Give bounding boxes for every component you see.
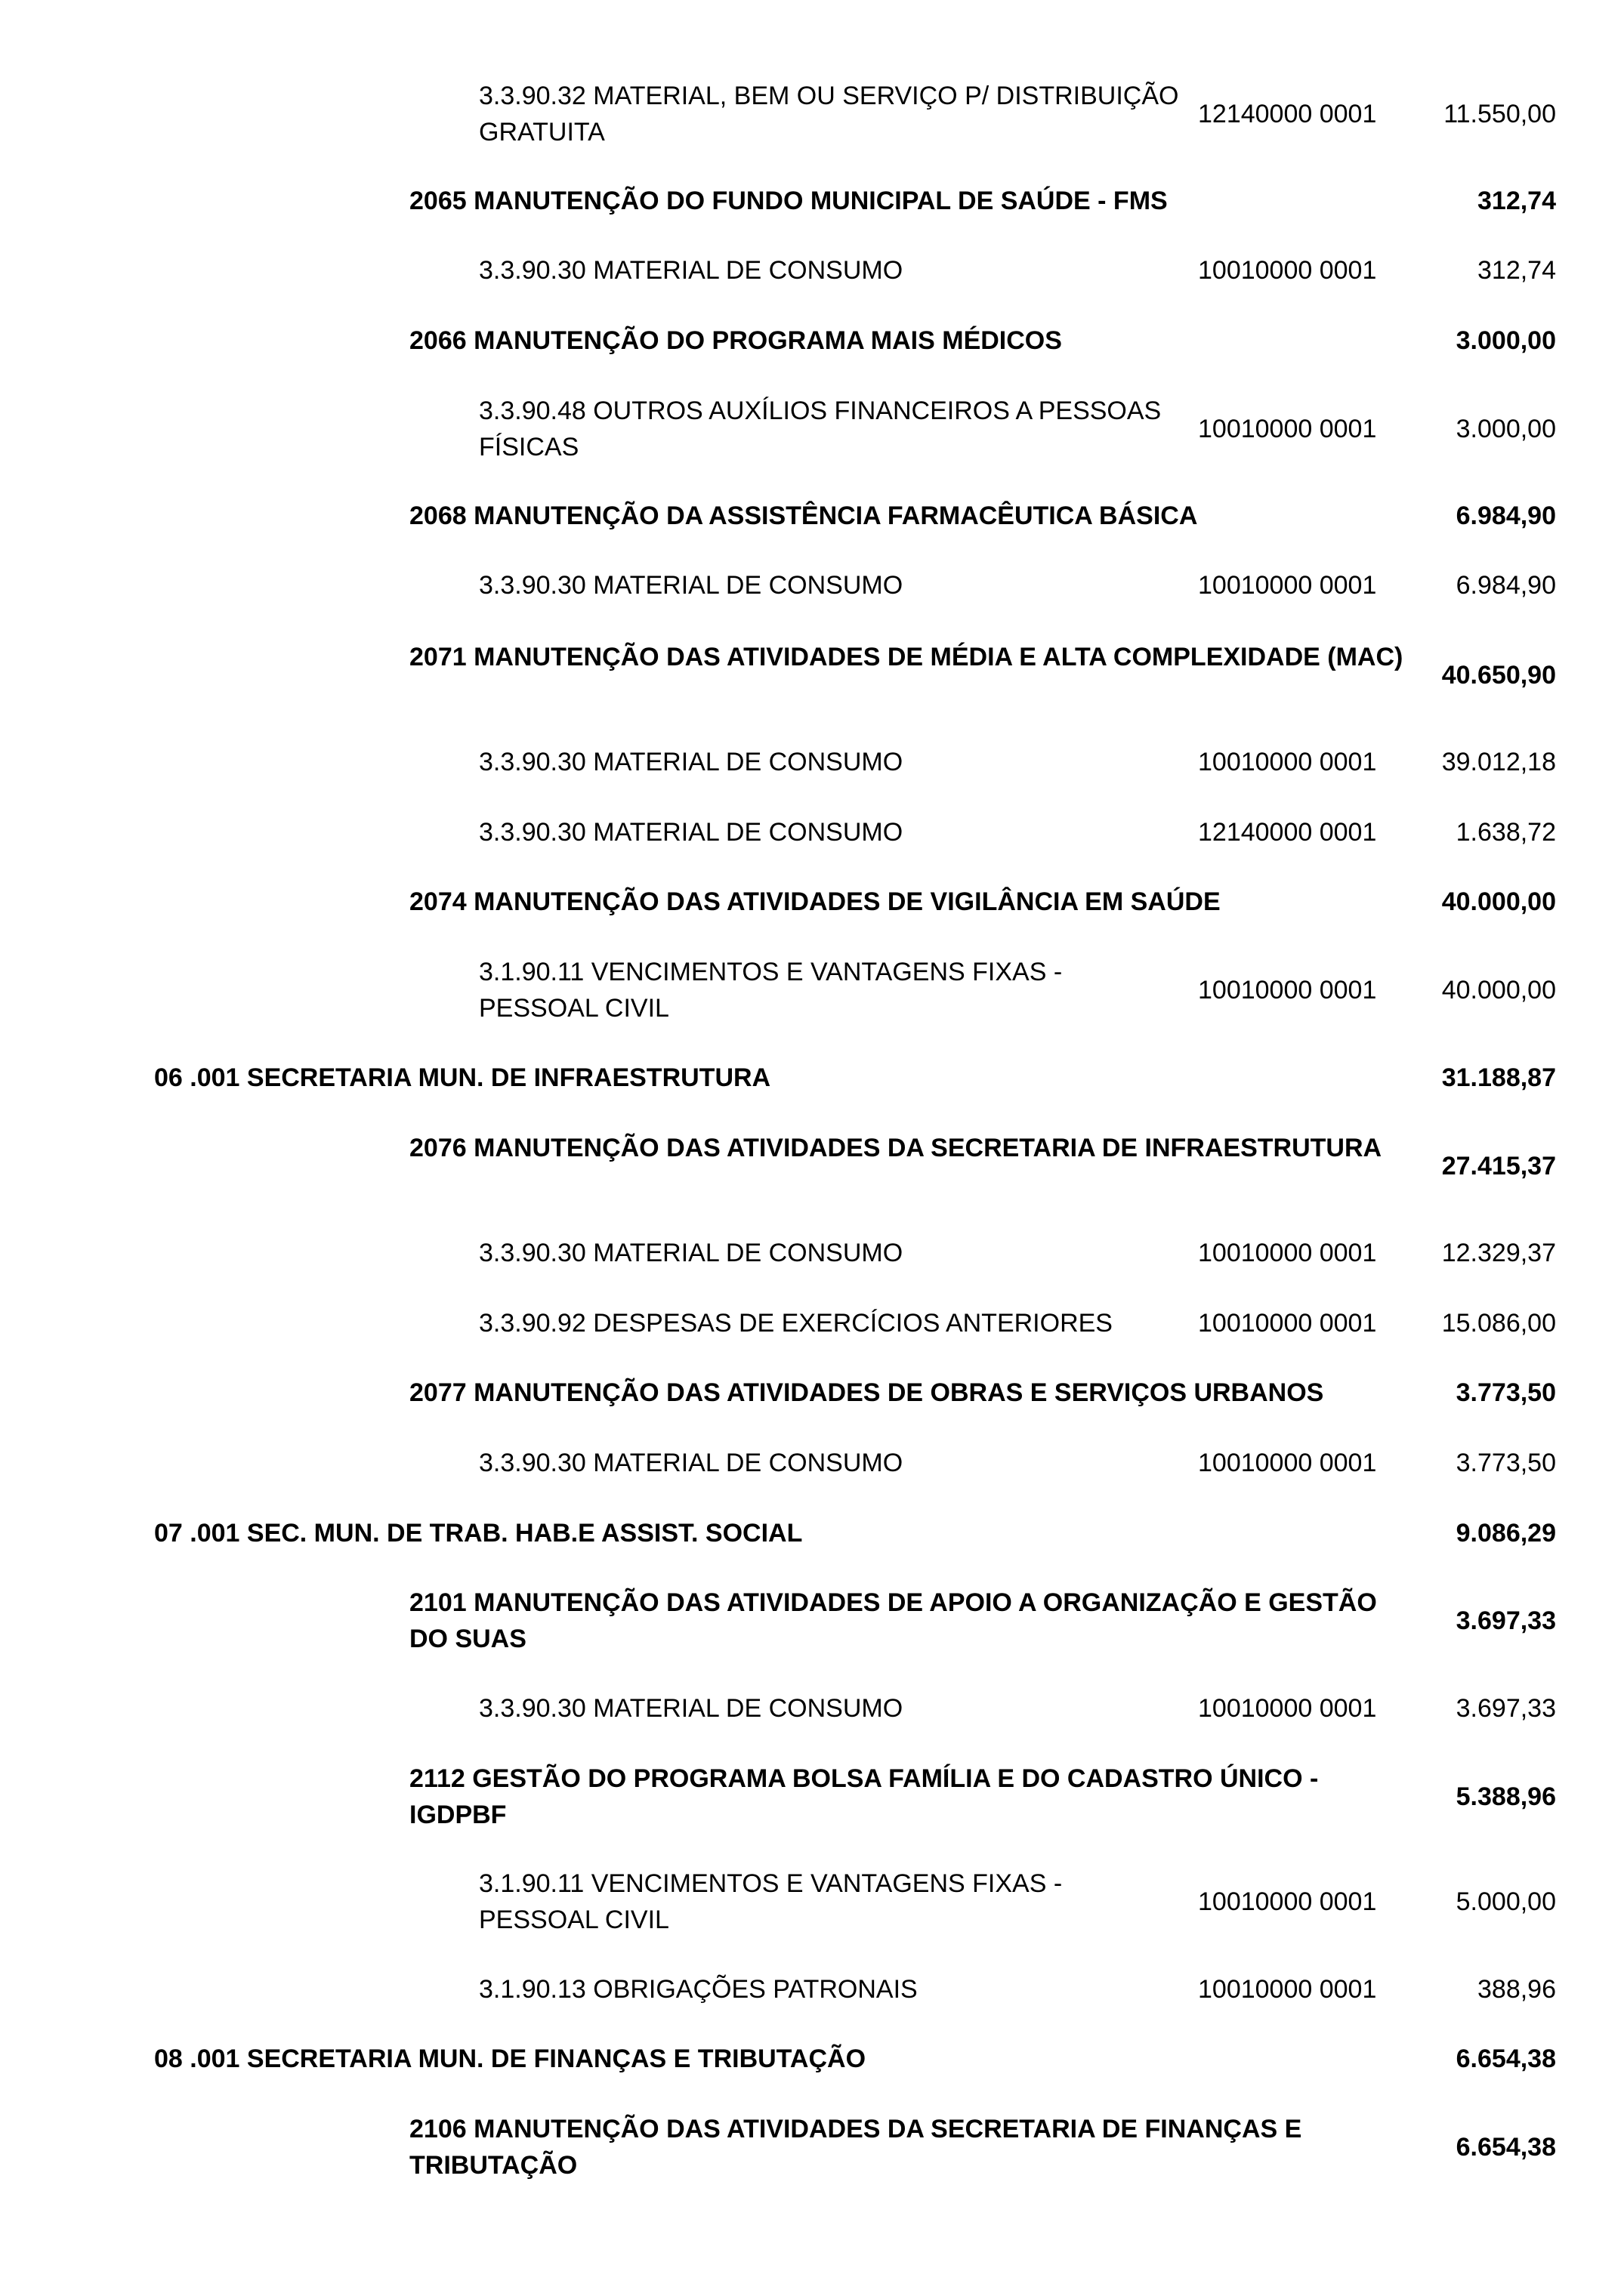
row-description: 3.3.90.32 MATERIAL, BEM OU SERVIÇO P/ DISTRIBUIÇÃO GRATUITA	[479, 82, 1179, 147]
row-description: 2068 MANUTENÇÃO DA ASSISTÊNCIA FARMACÊUTICA BÁSICA	[409, 501, 1198, 530]
row-source-code: 10010000 0001	[1198, 1975, 1377, 2004]
row-value: 40.000,00	[1441, 887, 1556, 916]
department-description: 07 .001 SEC. MUN. DE TRAB. HAB.E ASSIST. SOCIAL	[154, 1519, 803, 1548]
row-source-code: 10010000 0001	[1198, 1239, 1377, 1267]
row-value: 3.000,00	[1456, 415, 1556, 443]
row-source-code: 10010000 0001	[1198, 1694, 1377, 1723]
row-value: 27.415,37	[1441, 1152, 1556, 1180]
row-source-code: 10010000 0001	[1198, 256, 1377, 285]
row-source-code: 12140000 0001	[1198, 818, 1377, 847]
department-description: 06 .001 SECRETARIA MUN. DE INFRAESTRUTURA	[154, 1063, 771, 1092]
department-description: 08 .001 SECRETARIA MUN. DE FINANÇAS E TRIBUTAÇÃO	[154, 2044, 866, 2073]
budget-row	[0, 393, 1624, 465]
row-value: 39.012,18	[1441, 748, 1556, 776]
budget-row	[0, 1761, 1624, 1833]
row-description: 2101 MANUTENÇÃO DAS ATIVIDADES DE APOIO A ORGANIZAÇÃO E GESTÃO DO SUAS	[409, 1588, 1377, 1653]
row-value: 3.773,50	[1456, 1378, 1556, 1407]
row-value: 312,74	[1477, 256, 1556, 285]
row-value: 6.654,38	[1456, 2133, 1556, 2162]
row-value: 40.650,90	[1441, 661, 1556, 690]
row-description: 3.3.90.30 MATERIAL DE CONSUMO	[479, 818, 903, 847]
budget-row	[0, 2111, 1624, 2183]
row-value: 312,74	[1477, 187, 1556, 215]
row-value: 6.984,90	[1456, 501, 1556, 530]
row-value: 388,96	[1477, 1975, 1556, 2004]
department-value: 9.086,29	[1456, 1519, 1556, 1548]
department-value: 31.188,87	[1441, 1063, 1556, 1092]
row-source-code: 10010000 0001	[1198, 976, 1377, 1004]
row-description: 2065 MANUTENÇÃO DO FUNDO MUNICIPAL DE SAÚDE - FMS	[409, 187, 1168, 215]
row-description: 2066 MANUTENÇÃO DO PROGRAMA MAIS MÉDICOS	[409, 326, 1062, 355]
row-description: 3.3.90.30 MATERIAL DE CONSUMO	[479, 1449, 903, 1477]
budget-row	[0, 954, 1624, 1026]
row-source-code: 10010000 0001	[1198, 1449, 1377, 1477]
row-description: 3.3.90.30 MATERIAL DE CONSUMO	[479, 256, 903, 285]
row-description: 3.1.90.11 VENCIMENTOS E VANTAGENS FIXAS - PESSOAL CIVIL	[479, 958, 1063, 1023]
row-description: 3.3.90.48 OUTROS AUXÍLIOS FINANCEIROS A PESSOAS FÍSICAS	[479, 397, 1162, 461]
row-value: 11.550,00	[1443, 100, 1556, 128]
department-value: 6.654,38	[1456, 2044, 1556, 2073]
row-description: 3.3.90.30 MATERIAL DE CONSUMO	[479, 1694, 903, 1723]
row-source-code: 10010000 0001	[1198, 571, 1377, 600]
row-value: 6.984,90	[1456, 571, 1556, 600]
row-value: 15.086,00	[1441, 1309, 1556, 1338]
budget-row	[0, 1130, 1624, 1202]
row-value: 40.000,00	[1441, 976, 1556, 1004]
row-description: 2071 MANUTENÇÃO DAS ATIVIDADES DE MÉDIA E ALTA COMPLEXIDADE (MAC)	[409, 643, 1403, 671]
row-value: 1.638,72	[1456, 818, 1556, 847]
row-value: 12.329,37	[1441, 1239, 1556, 1267]
budget-row	[0, 1585, 1624, 1657]
row-source-code: 12140000 0001	[1198, 100, 1377, 128]
row-description: 2106 MANUTENÇÃO DAS ATIVIDADES DA SECRETARIA DE FINANÇAS E TRIBUTAÇÃO	[409, 2115, 1302, 2180]
row-description: 3.1.90.11 VENCIMENTOS E VANTAGENS FIXAS - PESSOAL CIVIL	[479, 1869, 1063, 1934]
row-description: 2077 MANUTENÇÃO DAS ATIVIDADES DE OBRAS E SERVIÇOS URBANOS	[409, 1378, 1324, 1407]
row-description: 2076 MANUTENÇÃO DAS ATIVIDADES DA SECRETARIA DE INFRAESTRUTURA	[409, 1134, 1382, 1162]
row-value: 5.000,00	[1456, 1887, 1556, 1916]
budget-row	[0, 639, 1624, 711]
row-value: 3.773,50	[1456, 1449, 1556, 1477]
row-value: 3.697,33	[1456, 1694, 1556, 1723]
row-value: 3.000,00	[1456, 326, 1556, 355]
row-value: 5.388,96	[1456, 1782, 1556, 1811]
row-source-code: 10010000 0001	[1198, 415, 1377, 443]
row-source-code: 10010000 0001	[1198, 1887, 1377, 1916]
row-value: 3.697,33	[1456, 1606, 1556, 1635]
row-description: 3.1.90.13 OBRIGAÇÕES PATRONAIS	[479, 1975, 918, 2004]
row-source-code: 10010000 0001	[1198, 1309, 1377, 1338]
row-source-code: 10010000 0001	[1198, 748, 1377, 776]
row-description: 2074 MANUTENÇÃO DAS ATIVIDADES DE VIGILÂNCIA EM SAÚDE	[409, 887, 1221, 916]
row-description: 3.3.90.30 MATERIAL DE CONSUMO	[479, 571, 903, 600]
budget-row	[0, 78, 1624, 150]
budget-row	[0, 1866, 1624, 1938]
row-description: 3.3.90.30 MATERIAL DE CONSUMO	[479, 1239, 903, 1267]
row-description: 2112 GESTÃO DO PROGRAMA BOLSA FAMÍLIA E DO CADASTRO ÚNICO - IGDPBF	[409, 1764, 1319, 1829]
row-description: 3.3.90.92 DESPESAS DE EXERCÍCIOS ANTERIORES	[479, 1309, 1113, 1338]
row-description: 3.3.90.30 MATERIAL DE CONSUMO	[479, 748, 903, 776]
